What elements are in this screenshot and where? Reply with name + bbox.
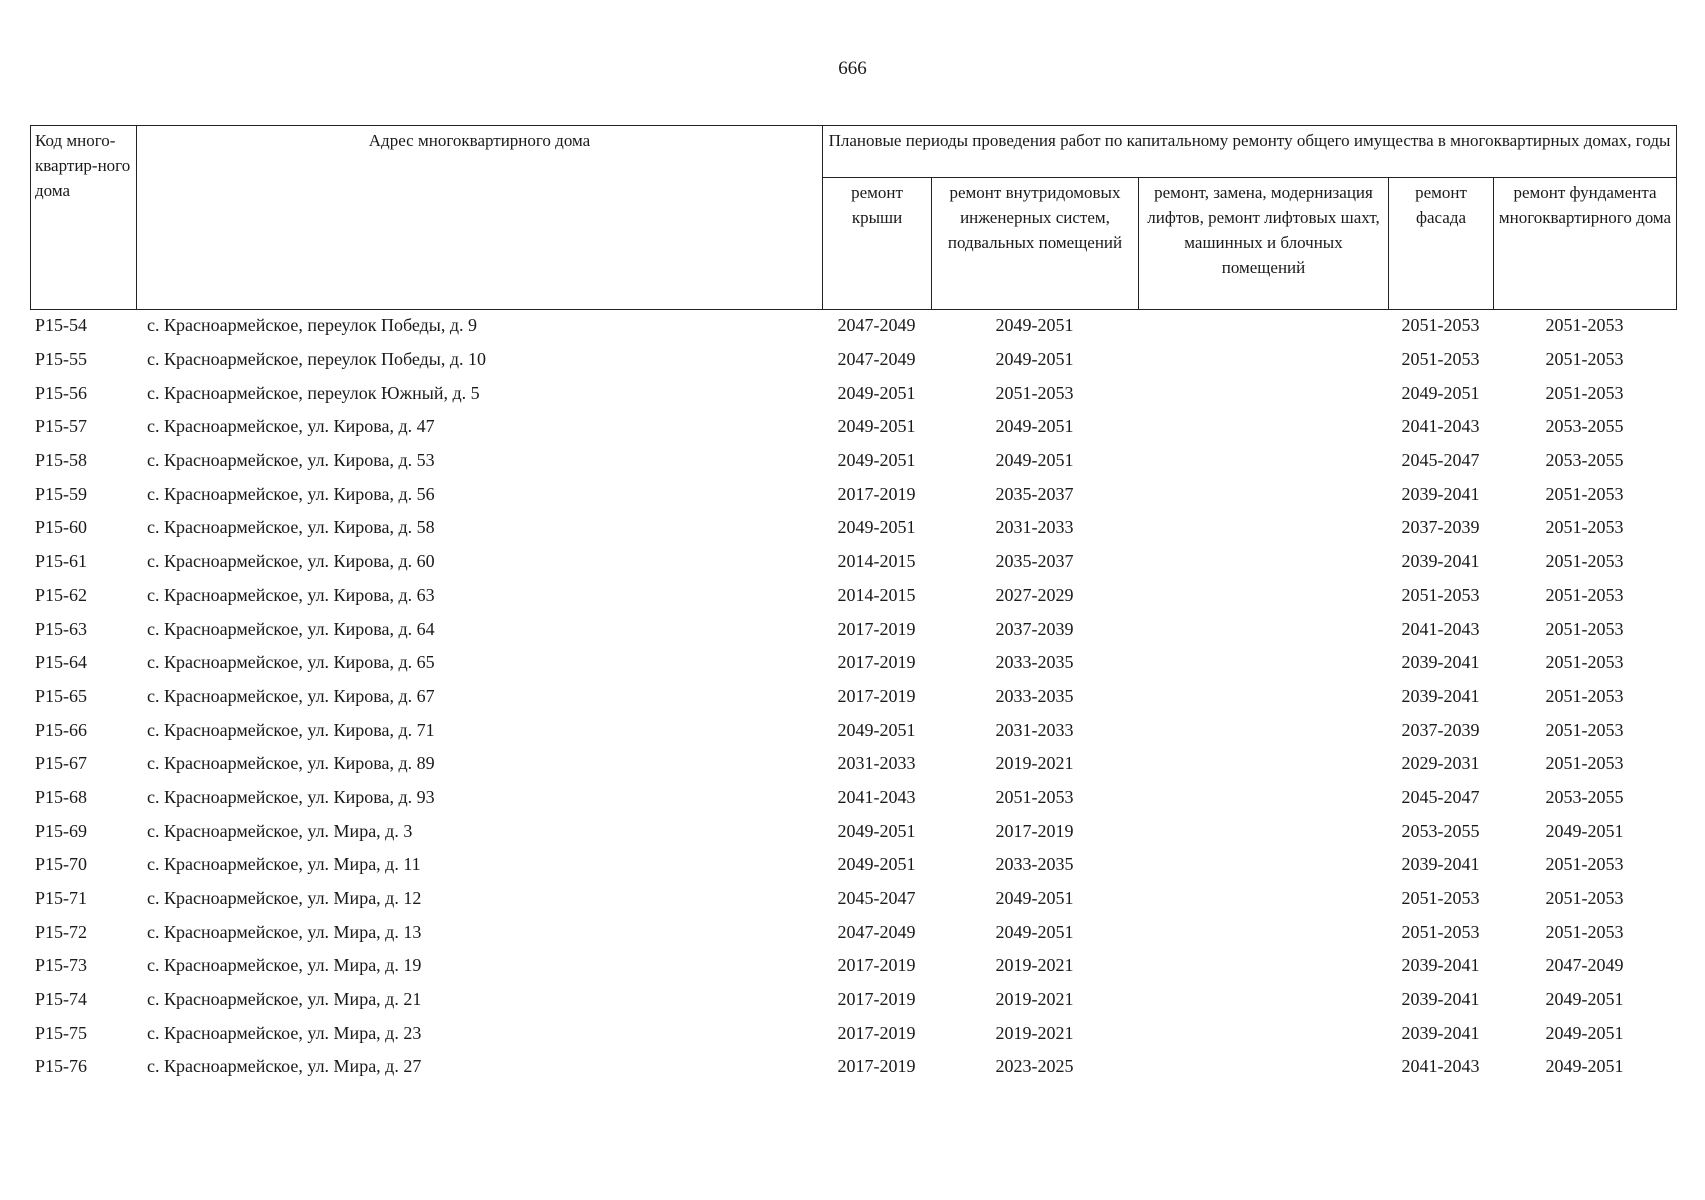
cell-foundation: 2053-2055 [1545,786,1624,807]
cell-systems: 2031-2033 [995,719,1074,740]
cell-elevators [1138,1016,1388,1050]
cell-facade: 2051-2053 [1401,315,1480,336]
cell-elevators [1138,848,1388,882]
cell-systems: 2019-2021 [995,955,1074,976]
cell-systems: 2049-2051 [995,888,1074,909]
cell-elevators [1138,781,1388,815]
cell-roof: 2017-2019 [837,1056,916,1077]
cell-foundation: 2051-2053 [1545,753,1624,774]
cell-address: с. Красноармейское, ул. Кирова, д. 63 [147,584,435,605]
cell-foundation: 2049-2051 [1545,820,1624,841]
cell-roof: 2017-2019 [837,483,916,504]
cell-facade: 2041-2043 [1401,1056,1480,1077]
cell-foundation: 2051-2053 [1545,888,1624,909]
header-periods: Плановые периоды проведения работ по капитальному ремонту общего имущества в многоквартирных домах, годы [823,126,1677,178]
cell-address: с. Красноармейское, ул. Кирова, д. 64 [147,618,435,639]
table-row [30,612,1676,646]
table-row [30,309,1676,343]
cell-elevators [1138,612,1388,646]
cell-code: Р15-54 [35,315,88,336]
cell-facade: 2039-2041 [1401,955,1480,976]
cell-systems: 2017-2019 [995,820,1074,841]
cell-foundation: 2049-2051 [1545,989,1624,1010]
cell-code: Р15-66 [35,719,88,740]
cell-elevators [1138,680,1388,714]
cell-address: с. Красноармейское, ул. Мира, д. 13 [147,921,422,942]
cell-systems: 2035-2037 [995,483,1074,504]
table-row [30,713,1676,747]
cell-foundation: 2051-2053 [1545,685,1624,706]
table-row [30,882,1676,916]
cell-code: Р15-60 [35,517,88,538]
cell-foundation: 2053-2055 [1545,416,1624,437]
cell-address: с. Красноармейское, ул. Кирова, д. 67 [147,685,435,706]
cell-code: Р15-74 [35,989,88,1010]
cell-roof: 2017-2019 [837,685,916,706]
cell-foundation: 2053-2055 [1545,450,1624,471]
table-row [30,444,1676,478]
cell-address: с. Красноармейское, ул. Кирова, д. 53 [147,450,435,471]
table-row [30,579,1676,613]
cell-foundation: 2051-2053 [1545,551,1624,572]
cell-facade: 2049-2051 [1401,382,1480,403]
cell-facade: 2029-2031 [1401,753,1480,774]
table-row [30,747,1676,781]
header-facade: ремонт фасада [1389,178,1494,310]
header-systems: ремонт внутридомовых инженерных систем, подвальных помещений [932,178,1139,310]
cell-code: Р15-67 [35,753,88,774]
cell-elevators [1138,309,1388,343]
cell-facade: 2051-2053 [1401,349,1480,370]
page-number: 666 [838,58,867,79]
cell-elevators [1138,747,1388,781]
cell-systems: 2049-2051 [995,349,1074,370]
cell-systems: 2019-2021 [995,1022,1074,1043]
cell-elevators [1138,376,1388,410]
header-code: Код много-квартир-ного дома [31,126,137,310]
cell-roof: 2017-2019 [837,989,916,1010]
cell-code: Р15-58 [35,450,88,471]
table-row [30,646,1676,680]
cell-code: Р15-64 [35,652,88,673]
cell-elevators [1138,949,1388,983]
cell-systems: 2049-2051 [995,416,1074,437]
cell-facade: 2041-2043 [1401,416,1480,437]
cell-roof: 2017-2019 [837,652,916,673]
table-body [30,309,1676,1084]
cell-roof: 2049-2051 [837,820,916,841]
cell-elevators [1138,343,1388,377]
cell-elevators [1138,477,1388,511]
cell-code: Р15-76 [35,1056,88,1077]
cell-facade: 2039-2041 [1401,854,1480,875]
cell-elevators [1138,1050,1388,1084]
header-roof: ремонт крыши [823,178,932,310]
table-row [30,814,1676,848]
cell-systems: 2049-2051 [995,315,1074,336]
cell-foundation: 2051-2053 [1545,854,1624,875]
cell-facade: 2039-2041 [1401,652,1480,673]
cell-systems: 2019-2021 [995,753,1074,774]
cell-elevators [1138,646,1388,680]
cell-elevators [1138,545,1388,579]
cell-code: Р15-59 [35,483,88,504]
cell-roof: 2017-2019 [837,955,916,976]
cell-code: Р15-73 [35,955,88,976]
cell-roof: 2047-2049 [837,315,916,336]
cell-address: с. Красноармейское, переулок Победы, д. 9 [147,315,478,336]
cell-roof: 2049-2051 [837,416,916,437]
cell-systems: 2037-2039 [995,618,1074,639]
cell-address: с. Красноармейское, переулок Победы, д. 10 [147,349,487,370]
table-row [30,781,1676,815]
cell-foundation: 2051-2053 [1545,652,1624,673]
cell-roof: 2047-2049 [837,921,916,942]
cell-systems: 2035-2037 [995,551,1074,572]
cell-code: Р15-69 [35,820,88,841]
header-foundation: ремонт фундамента многоквартирного дома [1494,178,1677,310]
table-row [30,376,1676,410]
cell-facade: 2051-2053 [1401,584,1480,605]
cell-address: с. Красноармейское, ул. Мира, д. 3 [147,820,413,841]
cell-elevators [1138,882,1388,916]
cell-code: Р15-71 [35,888,88,909]
cell-systems: 2051-2053 [995,382,1074,403]
cell-foundation: 2051-2053 [1545,517,1624,538]
table-row [30,1016,1676,1050]
cell-code: Р15-72 [35,921,88,942]
cell-foundation: 2051-2053 [1545,483,1624,504]
cell-roof: 2049-2051 [837,382,916,403]
cell-systems: 2051-2053 [995,786,1074,807]
cell-roof: 2017-2019 [837,618,916,639]
table-row [30,983,1676,1017]
cell-systems: 2033-2035 [995,652,1074,673]
table-row [30,511,1676,545]
cell-code: Р15-75 [35,1022,88,1043]
table-row [30,343,1676,377]
cell-code: Р15-62 [35,584,88,605]
cell-facade: 2039-2041 [1401,1022,1480,1043]
cell-facade: 2041-2043 [1401,618,1480,639]
cell-foundation: 2047-2049 [1545,955,1624,976]
cell-code: Р15-65 [35,685,88,706]
cell-roof: 2017-2019 [837,1022,916,1043]
cell-code: Р15-55 [35,349,88,370]
cell-elevators [1138,915,1388,949]
cell-code: Р15-56 [35,382,88,403]
cell-address: с. Красноармейское, ул. Кирова, д. 89 [147,753,435,774]
cell-code: Р15-57 [35,416,88,437]
cell-address: с. Красноармейское, ул. Кирова, д. 56 [147,483,435,504]
cell-elevators [1138,444,1388,478]
cell-facade: 2039-2041 [1401,483,1480,504]
cell-roof: 2049-2051 [837,517,916,538]
cell-foundation: 2051-2053 [1545,349,1624,370]
cell-roof: 2045-2047 [837,888,916,909]
table-row [30,680,1676,714]
cell-systems: 2019-2021 [995,989,1074,1010]
cell-foundation: 2051-2053 [1545,382,1624,403]
cell-address: с. Красноармейское, ул. Кирова, д. 47 [147,416,435,437]
cell-roof: 2014-2015 [837,551,916,572]
data-table [30,309,1676,1084]
cell-elevators [1138,814,1388,848]
cell-systems: 2027-2029 [995,584,1074,605]
cell-facade: 2045-2047 [1401,450,1480,471]
cell-elevators [1138,511,1388,545]
cell-facade: 2039-2041 [1401,989,1480,1010]
cell-systems: 2033-2035 [995,685,1074,706]
cell-facade: 2051-2053 [1401,921,1480,942]
cell-roof: 2041-2043 [837,786,916,807]
cell-code: Р15-68 [35,786,88,807]
cell-facade: 2037-2039 [1401,719,1480,740]
table-row [30,848,1676,882]
cell-systems: 2031-2033 [995,517,1074,538]
cell-systems: 2033-2035 [995,854,1074,875]
cell-foundation: 2051-2053 [1545,315,1624,336]
cell-facade: 2037-2039 [1401,517,1480,538]
cell-address: с. Красноармейское, ул. Мира, д. 27 [147,1056,422,1077]
cell-roof: 2049-2051 [837,854,916,875]
cell-roof: 2014-2015 [837,584,916,605]
table-row [30,410,1676,444]
cell-address: с. Красноармейское, ул. Кирова, д. 93 [147,786,435,807]
table-row [30,477,1676,511]
cell-facade: 2039-2041 [1401,551,1480,572]
cell-roof: 2049-2051 [837,450,916,471]
cell-roof: 2031-2033 [837,753,916,774]
cell-address: с. Красноармейское, ул. Мира, д. 23 [147,1022,422,1043]
header-elevators: ремонт, замена, модернизация лифтов, ремонт лифтовых шахт, машинных и блочных помещений [1139,178,1389,310]
cell-elevators [1138,713,1388,747]
cell-address: с. Красноармейское, ул. Мира, д. 12 [147,888,422,909]
cell-code: Р15-63 [35,618,88,639]
cell-address: с. Красноармейское, ул. Кирова, д. 71 [147,719,435,740]
cell-systems: 2049-2051 [995,450,1074,471]
cell-address: с. Красноармейское, переулок Южный, д. 5 [147,382,480,403]
table-row [30,1050,1676,1084]
cell-elevators [1138,579,1388,613]
cell-address: с. Красноармейское, ул. Кирова, д. 58 [147,517,435,538]
cell-elevators [1138,983,1388,1017]
cell-elevators [1138,410,1388,444]
cell-foundation: 2051-2053 [1545,719,1624,740]
cell-systems: 2049-2051 [995,921,1074,942]
cell-code: Р15-70 [35,854,88,875]
cell-address: с. Красноармейское, ул. Мира, д. 19 [147,955,422,976]
cell-foundation: 2049-2051 [1545,1056,1624,1077]
cell-facade: 2039-2041 [1401,685,1480,706]
cell-address: с. Красноармейское, ул. Мира, д. 11 [147,854,421,875]
cell-roof: 2049-2051 [837,719,916,740]
table-row [30,949,1676,983]
table-row [30,545,1676,579]
cell-facade: 2051-2053 [1401,888,1480,909]
cell-address: с. Красноармейское, ул. Кирова, д. 60 [147,551,435,572]
header-address: Адрес многоквартирного дома [137,126,823,310]
table-row [30,915,1676,949]
cell-address: с. Красноармейское, ул. Мира, д. 21 [147,989,422,1010]
cell-foundation: 2049-2051 [1545,1022,1624,1043]
cell-address: с. Красноармейское, ул. Кирова, д. 65 [147,652,435,673]
cell-roof: 2047-2049 [837,349,916,370]
cell-foundation: 2051-2053 [1545,921,1624,942]
cell-code: Р15-61 [35,551,88,572]
cell-foundation: 2051-2053 [1545,584,1624,605]
cell-systems: 2023-2025 [995,1056,1074,1077]
cell-facade: 2045-2047 [1401,786,1480,807]
cell-foundation: 2051-2053 [1545,618,1624,639]
cell-facade: 2053-2055 [1401,820,1480,841]
table-header [30,125,1677,310]
